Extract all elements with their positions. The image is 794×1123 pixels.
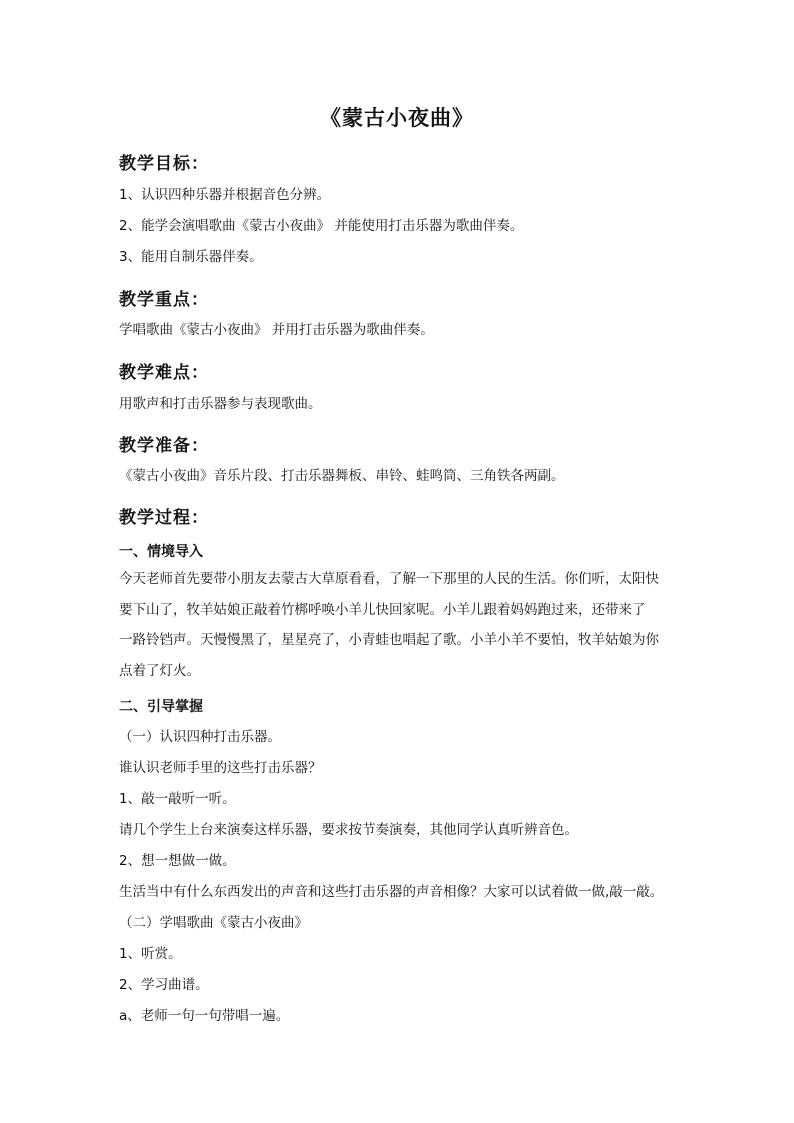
section-1-title: 一、情境导入	[119, 544, 203, 560]
difficulty-heading: 教学难点：	[119, 363, 209, 383]
section-2-line: （一）认识四种打击乐器。	[119, 729, 281, 745]
goal-item-2: 2、能学会演唱歌曲《蒙古小夜曲》 并能使用打击乐器为歌曲伴奏。	[119, 218, 524, 234]
paragraph-line: 今天老师首先要带小朋友去蒙古大草原看看，了解一下那里的人民的生活。你们听，太阳快	[119, 571, 659, 587]
section-1-paragraph	[119, 564, 679, 686]
preparation-heading: 教学准备：	[119, 436, 209, 456]
section-2-line: 请几个学生上台来演奏这样乐器，要求按节奏演奏，其他同学认真听辨音色。	[119, 822, 578, 838]
key-points-heading: 教学重点：	[119, 290, 209, 310]
section-2-line: （二）学唱歌曲《蒙古小夜曲》	[119, 915, 308, 931]
section-2-title: 二、引导掌握	[119, 699, 203, 715]
paragraph-line: 点着了灯火。	[119, 662, 200, 679]
section-2-line: 生活当中有什么东西发出的声音和这些打击乐器的声音相像？大家可以试着做一做,敲一敲。	[119, 884, 664, 900]
process-heading: 教学过程：	[119, 508, 209, 528]
paragraph-line: 要下山了，牧羊姑娘正敲着竹梆呼唤小羊儿快回家呢。小羊儿跟着妈妈跑过来，还带来了	[119, 601, 646, 618]
key-points-text: 学唱歌曲《蒙古小夜曲》 并用打击乐器为歌曲伴奏。	[119, 322, 434, 338]
section-2-line: a、老师一句一句带唱一遍。	[119, 1008, 290, 1024]
paragraph-line: 一路铃铛声。天慢慢黑了，星星亮了，小青蛙也唱起了歌。小羊小羊不要怕，牧羊姑娘为你	[119, 632, 659, 648]
goals-heading: 教学目标：	[119, 154, 209, 174]
section-2-line: 1、听赏。	[119, 946, 182, 962]
document-title: 《蒙古小夜曲》	[320, 106, 474, 130]
section-2-line: 2、想一想做一做。	[119, 853, 236, 869]
section-2-line: 2、学习曲谱。	[119, 977, 209, 993]
section-2-line: 1、敲一敲听一听。	[119, 791, 236, 807]
goal-item-3: 3、能用自制乐器伴奏。	[119, 249, 263, 265]
section-2-line: 谁认识老师手里的这些打击乐器？	[119, 760, 322, 776]
goal-item-1: 1、认识四种乐器并根据音色分辨。	[119, 187, 331, 203]
preparation-text: 《蒙古小夜曲》音乐片段、打击乐器舞板、串铃、蛙鸣筒、三角铁各两副。	[119, 468, 565, 484]
difficulty-text: 用歌声和打击乐器参与表现歌曲。	[119, 396, 322, 412]
